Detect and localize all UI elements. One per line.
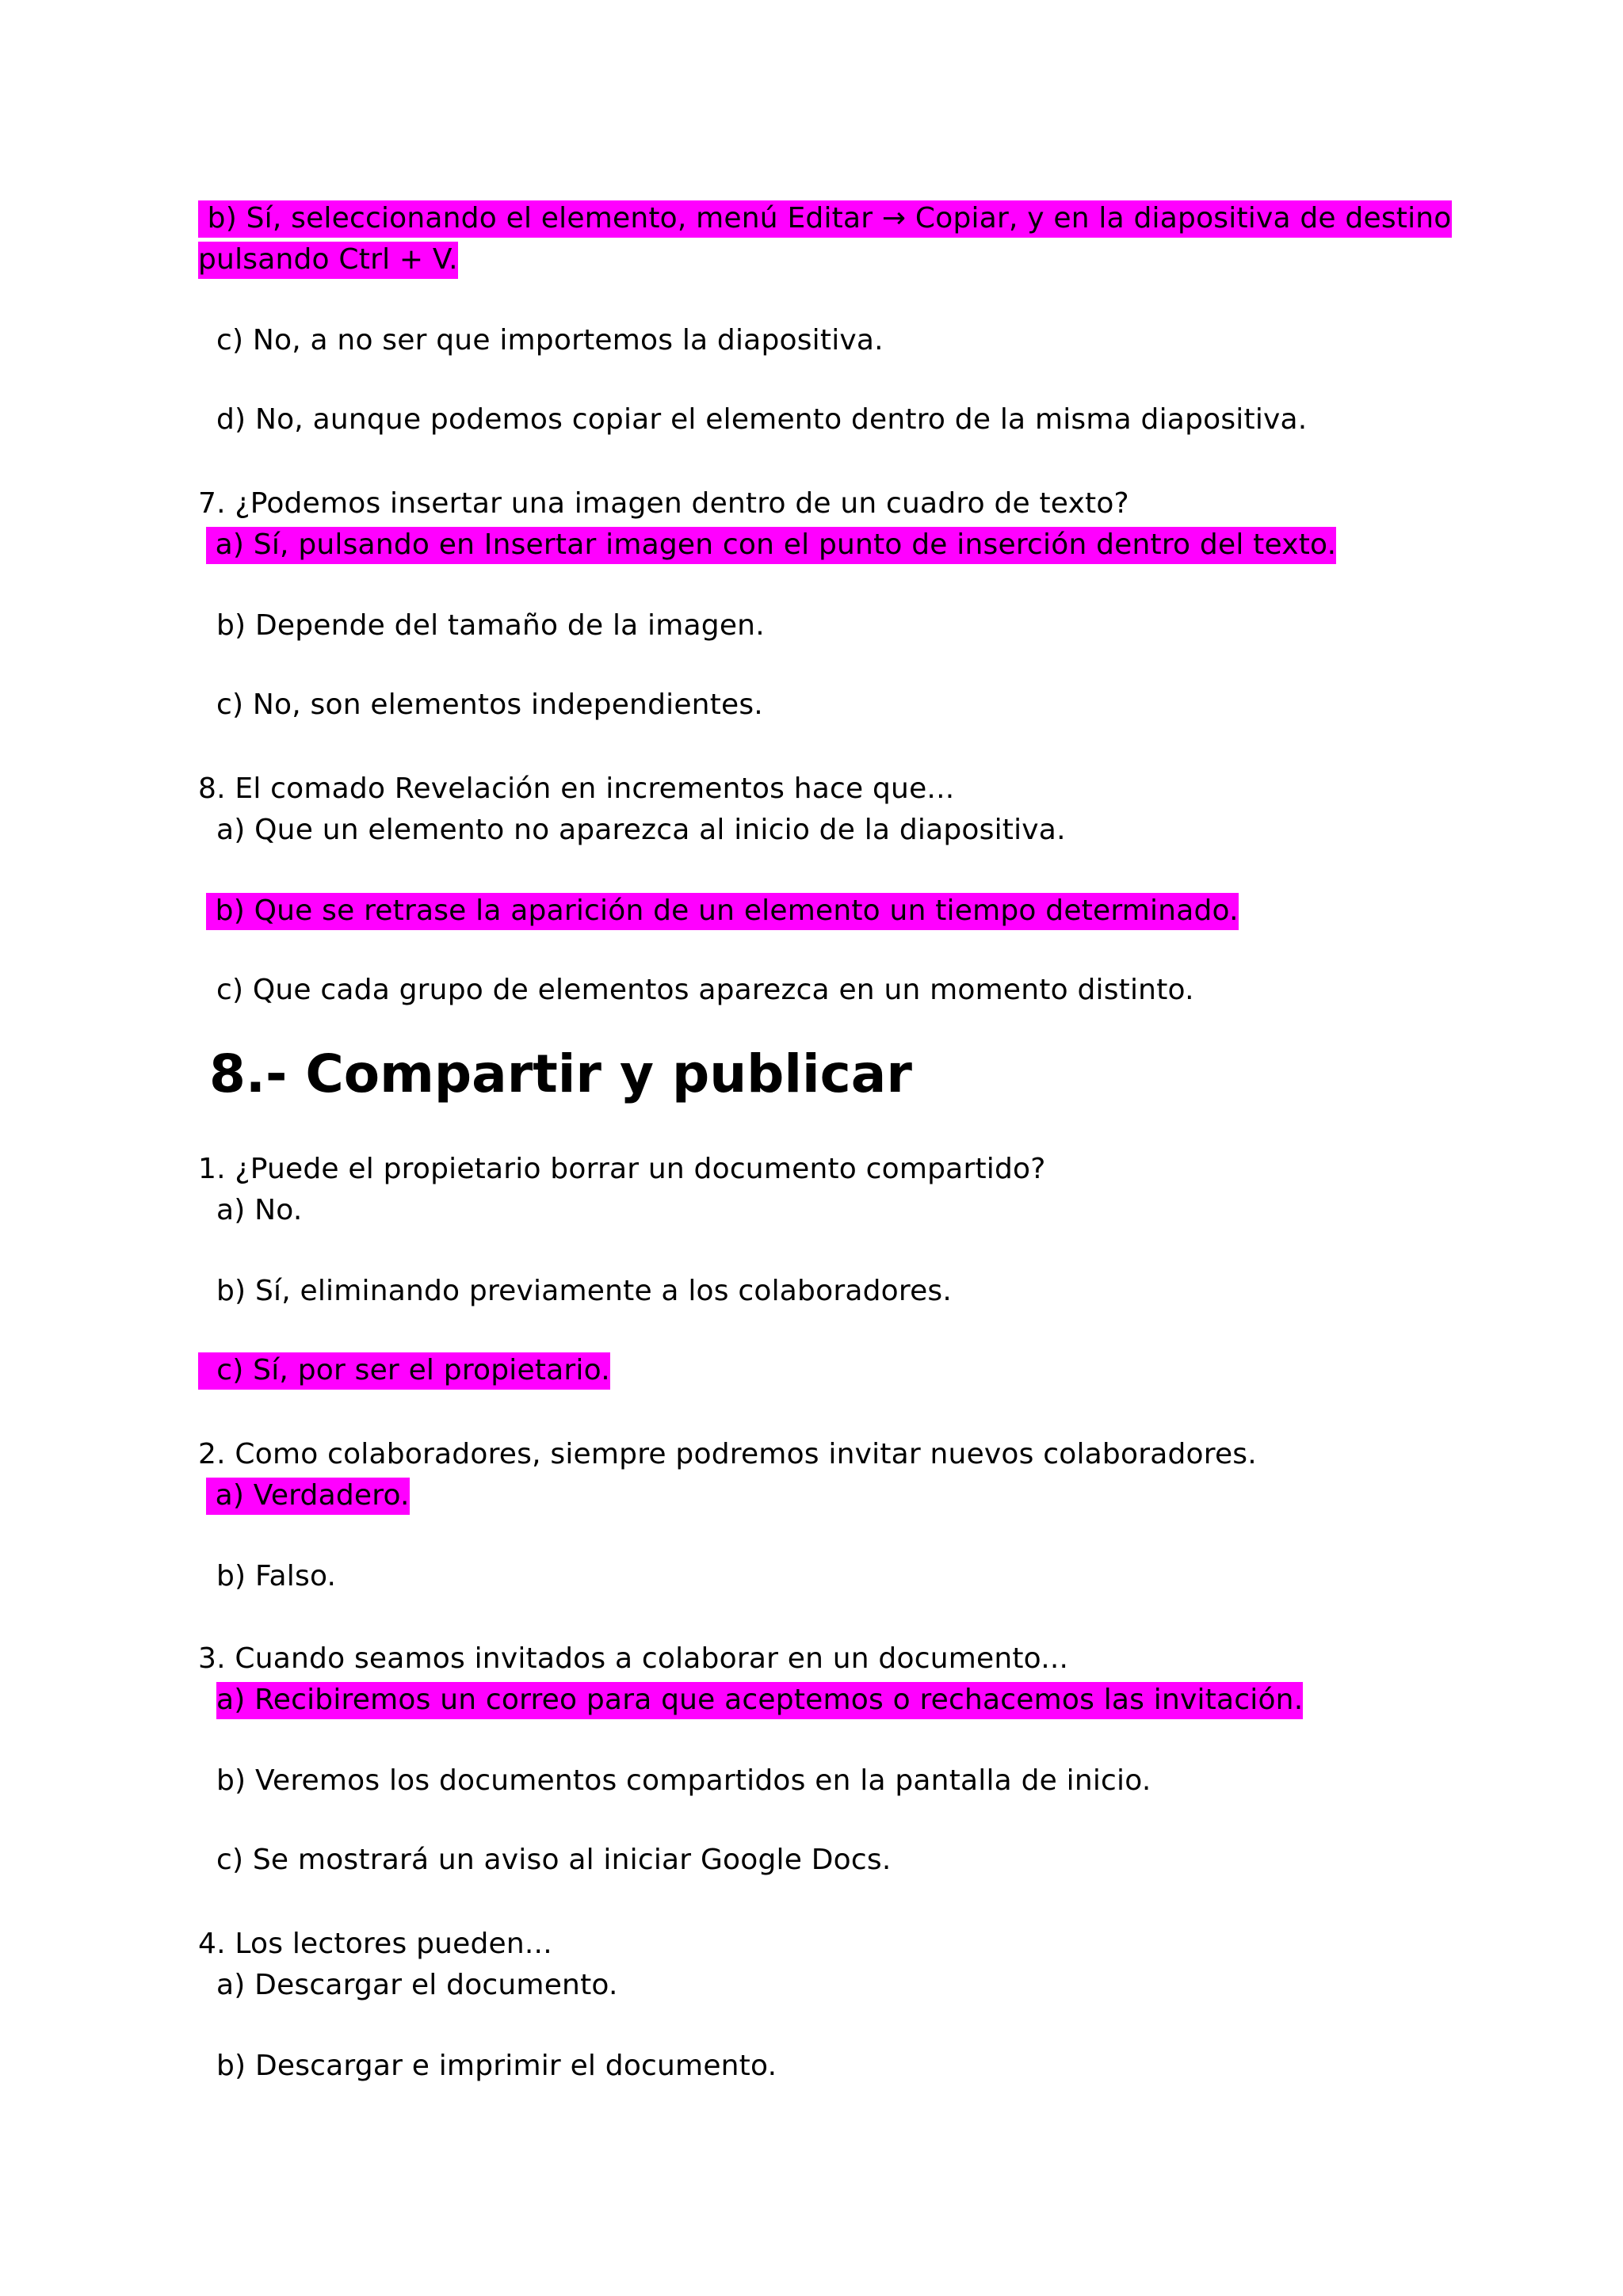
answer-line	[206, 524, 1336, 566]
answer-option: b) Veremos los documentos compartidos en la pantalla de inicio.	[216, 1764, 1151, 1797]
question-text: 8. El comado Revelación en incrementos hace que...	[198, 772, 955, 805]
answer-option: b) Sí, eliminando previamente a los colaboradores.	[216, 1275, 953, 1307]
highlighted-answer: b) Sí, seleccionando el elemento, menú Editar → Copiar, y en la diapositiva de destino	[198, 200, 1452, 238]
highlighted-answer: a) Sí, pulsando en Insertar imagen con el punto de inserción dentro del texto.	[206, 527, 1336, 564]
answer-option: b) Depende del tamaño de la imagen.	[216, 609, 765, 642]
answer-line	[198, 198, 1452, 239]
highlighted-answer: b) Que se retrase la aparición de un elemento un tiempo determinado.	[206, 893, 1239, 930]
question-text: 4. Los lectores pueden...	[198, 1928, 552, 1960]
answer-option: c) No, son elementos independientes.	[216, 688, 763, 721]
question-text: 1. ¿Puede el propietario borrar un documento compartido?	[198, 1153, 1046, 1185]
highlighted-answer: a) Verdadero.	[206, 1478, 410, 1515]
question-text: 7. ¿Podemos insertar una imagen dentro de un cuadro de texto?	[198, 487, 1129, 520]
highlighted-answer: c) Sí, por ser el propietario.	[198, 1352, 610, 1390]
answer-line	[206, 891, 1239, 932]
answer-line	[198, 1350, 610, 1391]
answer-line	[216, 1680, 1303, 1721]
section-heading: 8.- Compartir y publicar	[209, 1043, 912, 1104]
highlighted-answer: pulsando Ctrl + V.	[198, 242, 458, 279]
question-text: 2. Como colaboradores, siempre podremos invitar nuevos colaboradores.	[198, 1438, 1257, 1470]
answer-option: b) Falso.	[216, 1560, 337, 1592]
answer-line	[198, 239, 458, 280]
answer-option: d) No, aunque podemos copiar el elemento dentro de la misma diapositiva.	[216, 403, 1308, 436]
answer-option: a) No.	[216, 1194, 303, 1226]
highlighted-answer: a) Recibiremos un correo para que aceptemos o rechacemos las invitación.	[216, 1682, 1303, 1719]
answer-option: a) Descargar el documento.	[216, 1969, 618, 2001]
question-text: 3. Cuando seamos invitados a colaborar en un documento...	[198, 1642, 1069, 1675]
answer-option: c) Se mostrará un aviso al iniciar Google Docs.	[216, 1844, 892, 1876]
answer-option: a) Que un elemento no aparezca al inicio de la diapositiva.	[216, 814, 1066, 846]
answer-option: b) Descargar e imprimir el documento.	[216, 2050, 777, 2082]
answer-option: c) Que cada grupo de elementos aparezca en un momento distinto.	[216, 974, 1194, 1006]
answer-option: c) No, a no ser que importemos la diapositiva.	[216, 324, 884, 357]
answer-line	[206, 1475, 410, 1516]
